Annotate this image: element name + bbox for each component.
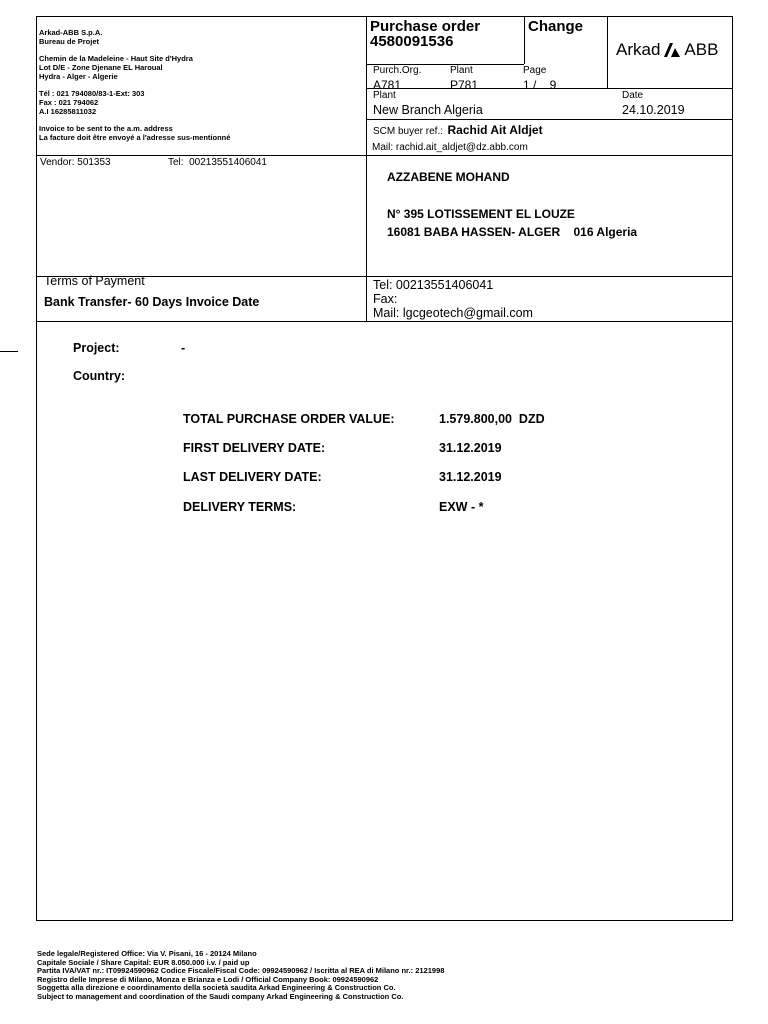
logo-text-abb: ABB: [684, 40, 719, 59]
delivery-terms-value: EXW - *: [439, 500, 484, 514]
legal-footer: [37, 950, 737, 1001]
company-addr2: Lot D/E - Zone Djenane EL Haroual: [39, 63, 163, 72]
po-label: Purchase order: [370, 18, 481, 35]
company-dept: Bureau de Projet: [39, 37, 100, 46]
buyer-value: Rachid Ait Aldjet: [447, 123, 543, 137]
company-tel: Tél : 021 794080/83-1-Ext: 303: [39, 89, 145, 98]
buyer-mail: Mail: rachid.ait_aldjet@dz.abb.com: [372, 142, 528, 153]
buyer-line: [373, 121, 543, 139]
last-delivery-value: 31.12.2019: [439, 470, 502, 484]
po-number: 4580091536: [370, 33, 454, 50]
total-value-label: TOTAL PURCHASE ORDER VALUE:: [183, 412, 395, 426]
plant-label: Plant: [373, 90, 396, 101]
footer-line-6: Subject to management and coordination of the Saudi company Arkad Engineering & Construction Co.: [37, 991, 404, 1001]
project-value: -: [181, 341, 186, 355]
invoice-note-fr: La facture doit être envoyé a l'adresse sus-mentionné: [39, 133, 231, 142]
plant-code-value: P781: [450, 78, 479, 92]
fold-mark: [0, 351, 18, 352]
invoice-note-en: Invoice to be sent to the a.m. address: [39, 124, 173, 133]
first-delivery-label: FIRST DELIVERY DATE:: [183, 441, 326, 455]
company-ai: A.I 16285811032: [39, 107, 97, 116]
company-fax: Fax : 021 794062: [39, 98, 99, 107]
vendor-address-2: 16081 BABA HASSEN- ALGER 016 Algeria: [387, 225, 638, 239]
company-addr3: Hydra - Alger - Algerie: [39, 72, 118, 81]
date-value: 24.10.2019: [622, 103, 685, 117]
date-label: Date: [622, 90, 644, 101]
purch-org-label: Purch.Org.: [373, 65, 422, 76]
payment-terms-label: Terms of Payment: [44, 274, 145, 288]
footer-line-2: Capitale Sociale / Share Capital: EUR 8.050.000 i.v. / paid up: [37, 957, 250, 967]
purch-org-value: A781: [373, 78, 402, 92]
footer-line-5: Soggetta alla direzione e coordinamento della società saudita Arkad Engineering & Construction Co.: [37, 983, 396, 992]
country-label: Country:: [73, 369, 126, 383]
page-label: Page: [523, 65, 547, 76]
vendor-name: AZZABENE MOHAND: [387, 170, 510, 184]
buyer-label: SCM buyer ref.:: [373, 126, 444, 137]
project-label: Project:: [73, 341, 120, 355]
company-block: [39, 28, 359, 142]
footer-line-3: Partita IVA/VAT nr.: IT09924590962 Codice Fiscale/Fiscal Code: 09924590962 / Iscritta al REA di Milano nr.: 2121998: [37, 966, 445, 975]
footer-line-1: Sede legale/Registered Office: Via V. Pisani, 16 - 20124 Milano: [37, 949, 257, 958]
footer-line-4: Registro delle Imprese di Milano, Monza e Brianza e Lodi / Official Company Book: 09924590962: [37, 974, 379, 984]
logo-text-arkad: Arkad: [616, 40, 661, 59]
vendor-address-1: N° 395 LOTISSEMENT EL LOUZE: [387, 207, 575, 221]
payment-terms-value: Bank Transfer- 60 Days Invoice Date: [44, 295, 260, 309]
first-delivery-value: 31.12.2019: [439, 441, 502, 455]
company-addr1: Chemin de la Madeleine - Haut Site d'Hydra: [39, 54, 193, 63]
vendor-tel-line: Tel: 00213551406041: [168, 157, 267, 168]
plant-code-label: Plant: [450, 65, 473, 76]
company-name: Arkad-ABB S.p.A.: [39, 28, 103, 37]
page-value: 1 / 9: [523, 78, 557, 92]
logo-mark-icon: [664, 43, 680, 57]
vendor-mail: Mail: lgcgeotech@gmail.com: [373, 306, 533, 320]
vendor-fax: Fax:: [373, 292, 398, 306]
change-label: Change: [528, 18, 584, 35]
vendor-tel: Tel: 00213551406041: [373, 278, 494, 292]
delivery-terms-label: DELIVERY TERMS:: [183, 500, 297, 514]
total-value: 1.579.800,00 DZD: [439, 412, 545, 426]
last-delivery-label: LAST DELIVERY DATE:: [183, 470, 322, 484]
plant-value: New Branch Algeria: [373, 103, 483, 117]
arkad-abb-logo: [616, 40, 718, 60]
vendor-number: Vendor: 501353: [40, 157, 111, 168]
body-frame: [36, 321, 733, 921]
